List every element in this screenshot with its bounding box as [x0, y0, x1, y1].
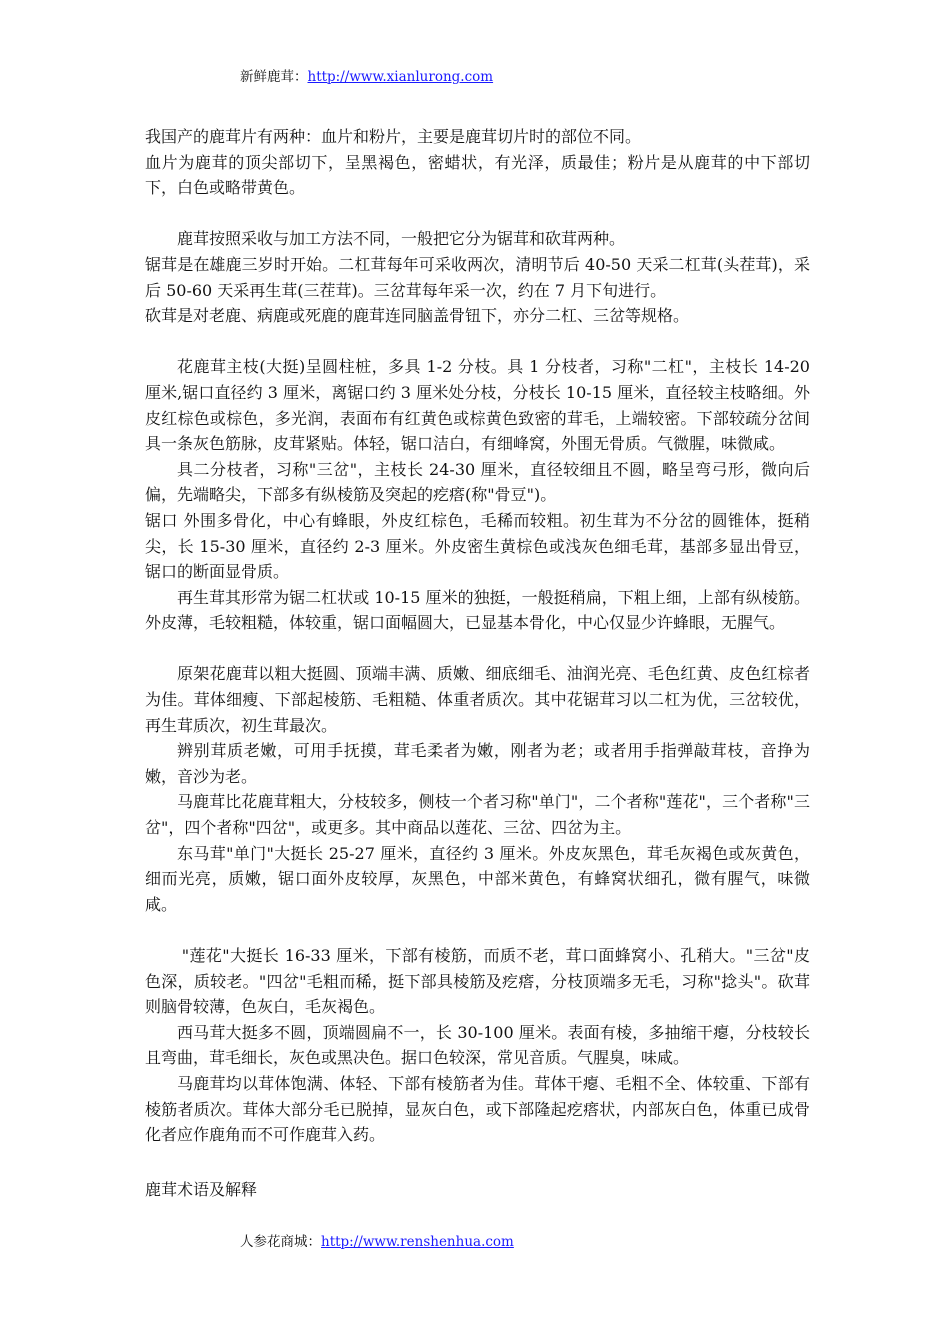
paragraph: 东马茸"单门"大挺长 25-27 厘米，直径约 3 厘米。外皮灰黑色，茸毛灰褐色或灰黄色，细而光亮，质嫩，锯口面外皮较厚，灰黑色，中部米黄色，有蜂窝状细孔，微有腥气，味微咸。 — [145, 843, 810, 914]
spacer — [145, 636, 810, 662]
paragraph: 具二分枝者，习称"三岔"，主枝长 24-30 厘米，直径较细且不圆，略呈弯弓形，微向后偏，先端略尖，下部多有纵棱筋及突起的疙瘩(称"骨豆")。 — [145, 459, 810, 505]
paragraph: 辨别茸质老嫩，可用手抚摸，茸毛柔者为嫩，刚者为老；或者用手指弹敲茸枝，音挣为嫩，音沙为老。 — [145, 741, 810, 786]
paragraph: 砍茸是对老鹿、病鹿或死鹿的鹿茸连同脑盖骨钮下，亦分二杠、三岔等规格。 — [145, 306, 690, 326]
footer-label: 人参花商城： — [240, 1234, 321, 1250]
spacer — [145, 329, 810, 355]
paragraph: 再生茸其形常为锯二杠状或 10-15 厘米的独挺，一般挺稍扁，下粗上细，上部有纵棱筋。外皮薄，毛较粗糙，体较重，锯口面幅圆大，已显基本骨化，中心仅显少许蜂眼，无腥气。 — [145, 587, 810, 633]
spacer — [145, 917, 810, 943]
paragraph: 花鹿茸主枝(大挺)呈圆柱桩，多具 1-2 分枝。具 1 分枝者，习称"二杠"，主枝长 14-20 厘米,锯口直径约 3 厘米，离锯口约 3 厘米处分枝，分枝长 10-15 厘米，直径较主枝略细。外皮红棕色或棕色，多光润，表面布有红黄色或棕黄色致密的茸毛，上端较密。下部较疏分岔间具一条灰色筋脉，皮茸紧贴。体轻，锯口洁白，有细峰窝，外围无骨质。气微腥，味微咸。 — [145, 357, 810, 454]
paragraph: 血片为鹿茸的顶尖部切下，呈黑褐色，密蜡状，有光泽，质最佳；粉片是从鹿茸的中下部切下，白色或略带黄色。 — [145, 152, 810, 198]
section-title: 鹿茸术语及解释 — [145, 1180, 258, 1200]
paragraph: 鹿茸按照采收与加工方法不同，一般把它分为锯茸和砍茸两种。 — [177, 229, 626, 249]
footer-link[interactable]: http://www.renshenhua.com — [321, 1234, 514, 1250]
header-link[interactable]: http://www.xianlurong.com — [307, 69, 494, 85]
page-footer — [240, 1233, 514, 1251]
paragraph: "莲花"大挺长 16-33 厘米，下部有棱筋，而质不老，茸口面蜂窝小、孔稍大。"三岔"皮色深，质较老。"四岔"毛粗而稀，挺下部具棱筋及疙瘩，分枝顶端多无毛，习称"捻头"。砍茸则脑骨较薄，色灰白，毛灰褐色。 — [145, 946, 810, 1017]
paragraph: 马鹿茸比花鹿茸粗大，分枝较多，侧枝一个者习称"单门"，二个者称"莲花"，三个者称"三岔"，四个者称"四岔"，或更多。其中商品以莲花、三岔、四岔为主。 — [145, 792, 810, 838]
paragraph: 西马茸大挺多不圆，顶端圆扁不一，长 30-100 厘米。表面有棱，多抽缩干瘪，分枝较长且弯曲，茸毛细长，灰色或黑决色。据口色较深，常见音质。气腥臭，味咸。 — [145, 1022, 810, 1068]
paragraph: 我国产的鹿茸片有两种：血片和粉片，主要是鹿茸切片时的部位不同。 — [145, 127, 642, 146]
spacer — [145, 1148, 810, 1174]
paragraph: 马鹿茸均以茸体饱满、体轻、下部有棱筋者为佳。茸体干瘪、毛粗不全、体较重、下部有棱筋者质次。茸体大部分毛已脱掉，显灰白色，或下部隆起疙瘩状，内部灰白色，体重已成骨化者应作鹿角而不可作鹿茸入药。 — [145, 1073, 810, 1145]
header-label: 新鲜鹿茸： — [240, 69, 308, 85]
document-body — [145, 124, 810, 1203]
paragraph: 锯口 外围多骨化，中心有蜂眼，外皮红棕色，毛稀而较粗。初生茸为不分岔的圆锥体，挺稍尖，长 15-30 厘米，直径约 2-3 厘米。外皮密生黄棕色或浅灰色细毛茸，基部多显出骨豆，锯口的断面显骨质。 — [145, 510, 810, 582]
spacer — [145, 201, 810, 227]
paragraph: 锯茸是在雄鹿三岁时开始。二杠茸每年可采收两次，清明节后 40-50 天采二杠茸(头茬茸)，采后 50-60 天采再生茸(三茬茸)。三岔茸每年采一次，约在 7 月下旬进行。 — [145, 254, 810, 300]
paragraph: 原架花鹿茸以粗大挺圆、顶端丰满、质嫩、细底细毛、油润光亮、毛色红黄、皮色红棕者为佳。茸体细瘦、下部起棱筋、毛粗糙、体重者质次。其中花锯茸习以二杠为优，三岔较优，再生茸质次，初生茸最次。 — [145, 664, 810, 735]
page-header — [240, 68, 493, 86]
